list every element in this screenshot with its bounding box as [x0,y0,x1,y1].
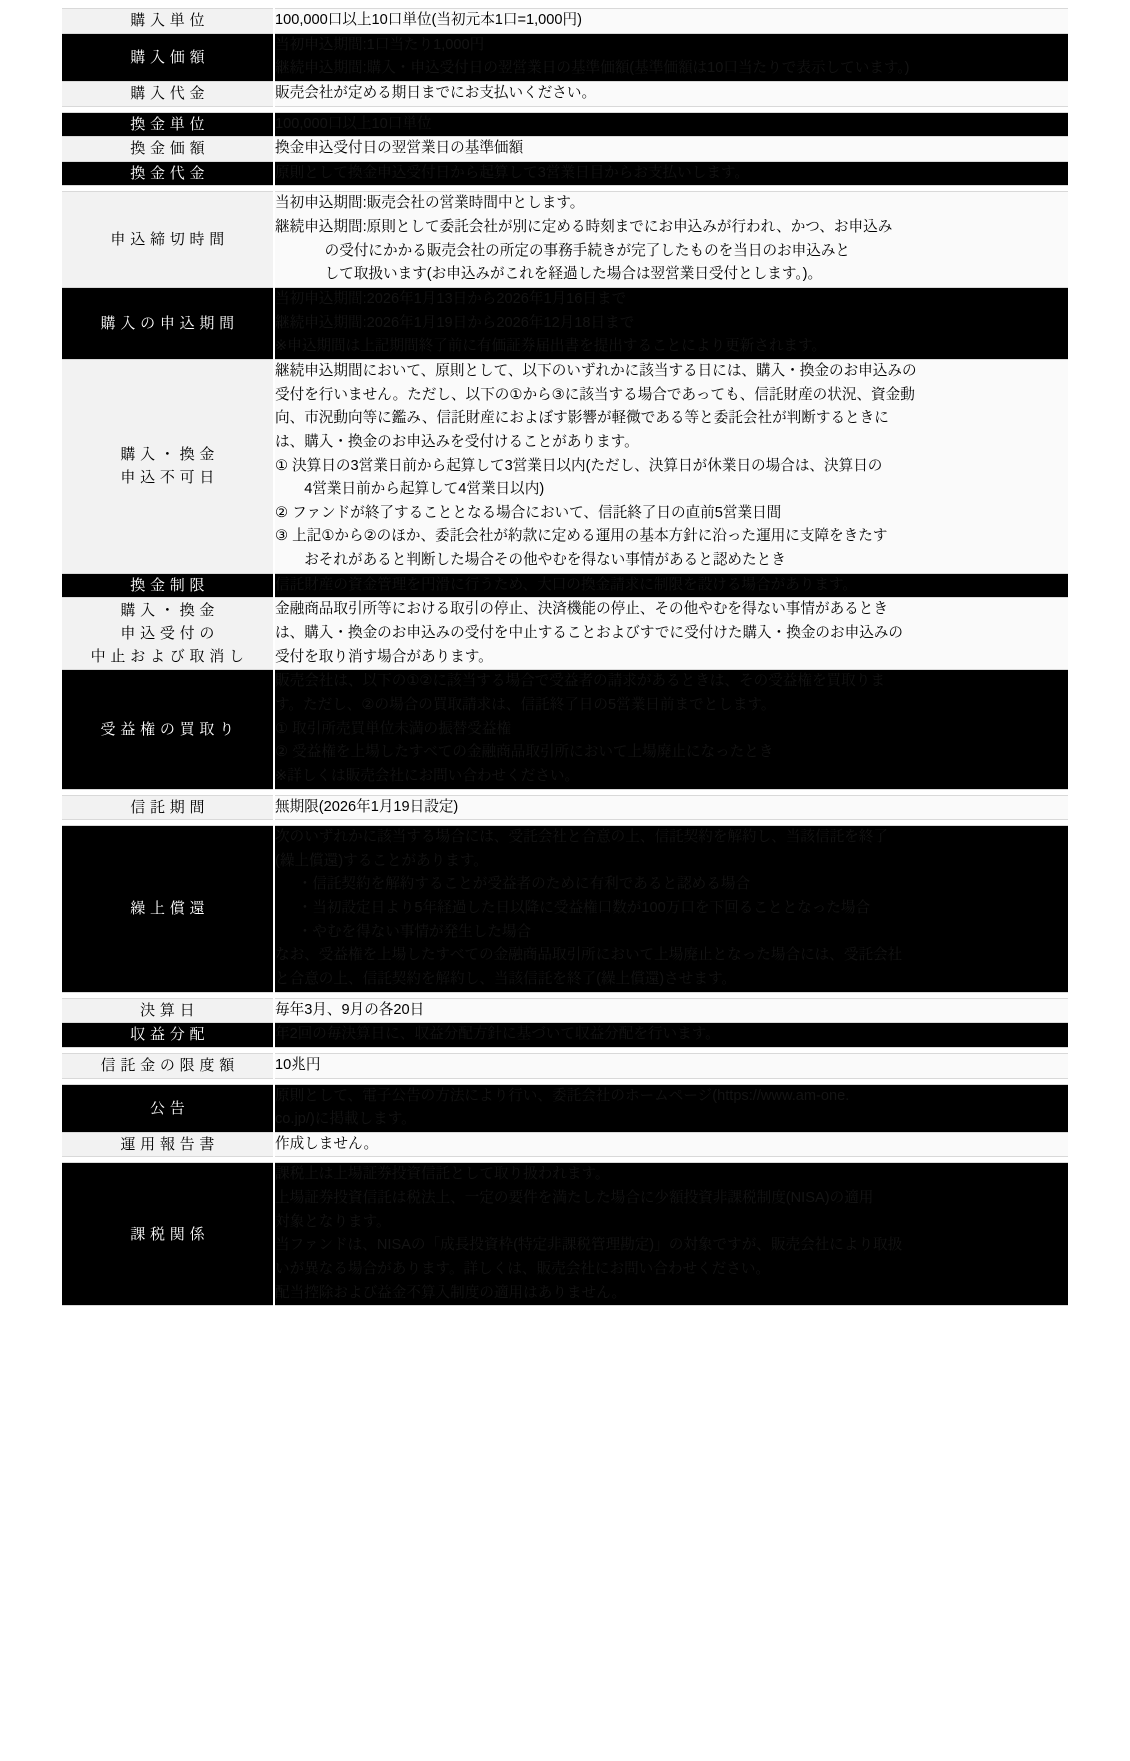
row-value-line: ・やむを得ない事情が発生した場合 [297,923,532,940]
row-label-line: 繰 上 償 還 [130,900,205,918]
row-value-line: ・当初設定日より5年経過した日以降に受益権口数が100万口を下回ることとなった場合 [297,900,871,917]
row-value [274,1132,1068,1157]
row-value-line: なお、受益権を上場したすべての金融商品取引所において上場廃止となった場合には、受託会社 [275,947,903,964]
row-label [62,1132,274,1157]
row-value-line: 毎年3月、9月の各20日 [275,1001,425,1018]
row-value-line: ※詳しくは販売会社にお問い合わせください。 [275,767,580,784]
row-value-line: 原則として換金申込受付日から起算して3営業日目からお支払いします。 [275,164,749,181]
table-row [62,288,1068,360]
row-value-line: おそれがあると判断した場合その他やむを得ない事情があると認めたとき [304,552,786,569]
row-value-line: と合意の上、信託契約を解約し、当該信託を終了(繰上償還)させます。 [275,970,736,987]
row-value [274,795,1068,820]
table-row [62,795,1068,820]
table-row [62,1053,1068,1078]
table-row [62,81,1068,106]
row-label-line: 換 金 代 金 [130,165,205,183]
row-value-line: 販売会社が定める期日までにお支払いください。 [275,84,597,101]
row-value-line: 当初申込期間:2026年1月13日から2026年1月16日まで [275,291,627,308]
row-label [62,33,274,81]
row-value-line: 向、市況動向等に鑑み、信託財産におよぼす影響が軽微である等と委託会社が判断するときに [275,410,889,427]
row-label-line: 換 金 単 位 [130,115,205,133]
row-label-line: 購 入 代 金 [130,85,205,103]
table-row [62,1163,1068,1306]
row-value [274,9,1068,34]
row-value [274,1163,1068,1306]
row-value-line: 作成しません。 [275,1135,379,1152]
row-value-line: 原則として、電子公告の方法により行い、委託会社のホームページ(https://www.am-one. [275,1087,850,1104]
table-row [62,192,1068,288]
row-value [274,1053,1068,1078]
table-row [62,998,1068,1023]
row-label [62,598,274,670]
row-value-line: ② ファンドが終了することとなる場合において、信託終了日の直前5営業日間 [275,504,782,521]
row-label-line: 購 入 単 位 [130,12,205,30]
row-label-line: 購 入 の 申 込 期 間 [100,314,235,332]
table-row [62,670,1068,789]
row-value-line: 100,000口以上10口単位(当初元本1口=1,000円) [275,12,582,28]
row-label [62,192,274,288]
row-label-line: 運 用 報 告 書 [120,1136,215,1154]
row-value [274,137,1068,162]
row-value-line: ① 取引所売買単位未満の振替受益権 [275,720,512,737]
row-value-line: は、購入・換金のお申込みを受付けることがあります。 [275,433,639,450]
row-label-line: 課 税 関 係 [130,1225,205,1243]
row-value-line: ※申込期間は上記期間終了前に有価証券届出書を提出することにより更新されます。 [275,338,827,355]
row-value-line: 配当控除および益金不算入制度の適用はありません。 [275,1284,627,1301]
row-value [274,826,1068,992]
row-label-line: 換 金 制 限 [130,576,205,594]
row-value-line: co.jp/)に掲載します。 [275,1111,416,1128]
row-value-line: 100,000口以上10口単位 [275,115,432,132]
row-label-line: 中 止 お よ び 取 消 し [90,648,245,666]
row-label-line: 換 金 価 額 [130,140,205,158]
row-value-line: (繰上償還)することがあります。 [275,852,488,869]
row-value-line: ② 受益権を上場したすべての金融商品取引所において上場廃止になったとき [275,744,774,761]
row-value-line: 受付を行いません。ただし、以下の①から③に該当する場合であっても、信託財産の状況、資金動 [275,386,915,403]
row-value-line: ③ 上記①から②のほか、委託会社が約款に定める運用の基本方針に沿った運用に支障をきたす [275,528,888,545]
row-value-line: して取扱います(お申込みがこれを経過した場合は翌営業日受付とします。)。 [324,266,823,283]
row-label-line: 購 入 価 額 [130,48,205,66]
row-label [62,137,274,162]
table-row [62,9,1068,34]
row-value-line: 年2回の毎決算日に、収益分配方針に基づいて収益分配を行います。 [275,1026,720,1043]
row-value [274,998,1068,1023]
row-label [62,288,274,360]
row-label-line: 信 託 期 間 [130,798,205,816]
row-label-line: 申 込 締 切 時 間 [110,231,225,249]
row-value-line: 当ファンドは、NISAの「成長投資枠(特定非課税管理勘定)」の対象ですが、販売会社により取扱 [275,1237,903,1254]
row-label-line: 公 告 [149,1099,186,1117]
row-value-line: 無期限(2026年1月19日設定) [275,798,459,815]
row-label [62,1084,274,1132]
row-value-line: 次のいずれかに該当する場合には、受託会社と合意の上、信託契約を解約し、当該信託を終了 [275,829,888,846]
row-label-line: 申 込 不 可 日 [120,469,215,487]
row-value-line: いが異なる場合があります。詳しくは、販売会社にお問い合わせください。 [275,1261,771,1278]
row-value-line: 継続申込期間において、原則として、以下のいずれかに該当する日には、購入・換金のお申込みの [275,362,917,379]
table-body [62,9,1068,1306]
row-value-line: ① 決算日の3営業日前から起算して3営業日以内(ただし、決算日が休業日の場合は、決算日の [275,457,883,474]
row-value-line: ・信託契約を解約することが受益者のために有利であると認める場合 [297,876,751,893]
row-label-line: 購 入 ・ 換 金 [120,446,215,464]
row-value-line: 当初申込期間:販売会社の営業時間中とします。 [275,195,585,212]
row-value [274,288,1068,360]
table-row [62,573,1068,598]
row-value-line: 対象となります。 [275,1213,391,1230]
table-row [62,1023,1068,1048]
row-label [62,1053,274,1078]
row-value-line: 販売会社は、以下の①②に該当する場合で受益者の請求があるときは、その受益権を買取りま [275,673,885,690]
row-label-line: 信 託 金 の 限 度 額 [100,1057,235,1075]
row-value-line: 受付を取り消す場合があります。 [275,648,493,665]
row-value-line: 10兆円 [275,1056,321,1073]
table-row [62,826,1068,992]
row-label [62,1163,274,1306]
row-label [62,573,274,598]
row-value [274,112,1068,137]
row-label [62,998,274,1023]
row-value-line: 継続申込期間:原則として委託会社が別に定める時刻までにお申込みが行われ、かつ、お申込み [275,219,893,236]
row-value-line: 課税上は上場証券投資信託として取り扱われます。 [275,1166,610,1183]
row-label [62,359,274,573]
row-label [62,826,274,992]
row-value-line: の受付にかかる販売会社の所定の事務手続きが完了したものを当日のお申込みと [324,242,851,259]
table-row [62,112,1068,137]
table-row [62,137,1068,162]
row-label-line: 申 込 受 付 の [120,625,215,643]
row-value [274,33,1068,81]
row-value [274,1084,1068,1132]
row-value-line: 当初申込期間:1口当たり1,000円 [275,36,485,53]
row-value [274,81,1068,106]
table-row [62,598,1068,670]
row-label [62,112,274,137]
row-label [62,795,274,820]
row-value-line: 継続申込期間:購入・申込受付日の翌営業日の基準価額(基準価額は10口当たりで表示しています。) [275,60,910,77]
table-row [62,1084,1068,1132]
row-value [274,670,1068,789]
row-label-line: 購 入 ・ 換 金 [120,601,215,619]
row-label [62,1023,274,1048]
table-row [62,1132,1068,1157]
row-value-line: 信託財産の資金管理を円滑に行うため、大口の換金請求に制限を設ける場合があります。 [275,576,858,593]
table-row [62,161,1068,186]
row-value [274,359,1068,573]
row-label [62,161,274,186]
row-value-line: 上場証券投資信託は税法上、一定の要件を満たした場合に少額投資非課税制度(NISA)の適用 [275,1190,874,1207]
row-value [274,192,1068,288]
row-value-line: す。ただし、②の場合の買取請求は、信託終了日の5営業日前までとします。 [275,696,776,713]
row-label-line: 収 益 分 配 [130,1026,205,1044]
table-row [62,359,1068,573]
row-value [274,573,1068,598]
row-value-line: 換金申込受付日の翌営業日の基準価額 [275,140,524,157]
table-row [62,33,1068,81]
row-value [274,1023,1068,1048]
row-value-line: 4営業日前から起算して4営業日以内) [304,481,545,498]
row-label-line: 決 算 日 [140,1001,195,1019]
row-value [274,598,1068,670]
row-value-line: 金融商品取引所等における取引の停止、決済機能の停止、その他やむを得ない事情があるとき [275,601,888,618]
row-value-line: は、購入・換金のお申込みの受付を中止することおよびすでに受付けた購入・換金のお申込みの [275,625,903,642]
row-label [62,81,274,106]
row-value [274,161,1068,186]
fund-terms-table [62,8,1068,1306]
row-label [62,9,274,34]
row-label [62,670,274,789]
row-value-line: 継続申込期間:2026年1月19日から2026年12月18日まで [275,314,635,331]
row-label-line: 受 益 権 の 買 取 り [100,720,235,738]
